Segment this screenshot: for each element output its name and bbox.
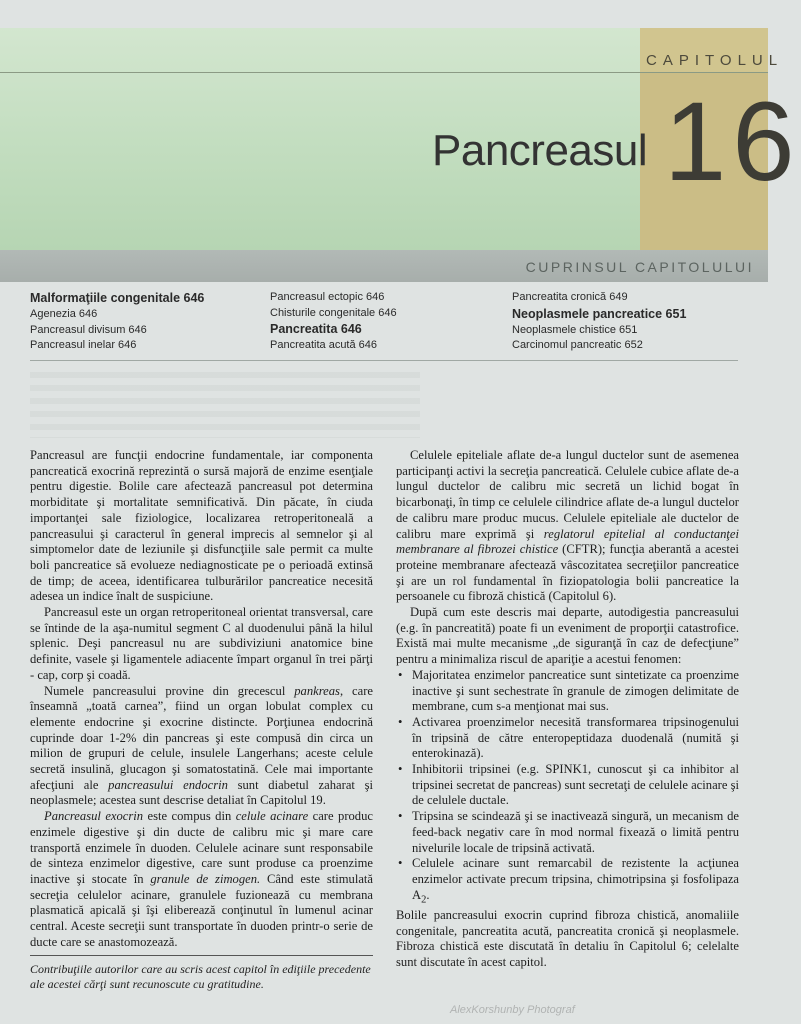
chapter-number: 16 — [664, 79, 801, 204]
watermark: AlexKorshunby Photograf — [450, 1004, 575, 1016]
toc-item[interactable]: Carcinomul pancreatic 652 — [512, 339, 643, 351]
toc-column-2 — [270, 290, 397, 354]
body-column-left — [30, 448, 373, 951]
toc-column-3 — [512, 290, 686, 354]
toc-item[interactable]: Chisturile congenitale 646 — [270, 306, 397, 319]
toc-item[interactable]: Agenezia 646 — [30, 308, 98, 320]
toc-item[interactable]: Pancreasul divisum 646 — [30, 323, 147, 336]
header-rule — [0, 72, 768, 73]
toc-item[interactable]: Pancreatita 646 — [270, 322, 362, 336]
paragraph: Numele pancreasului provine din grecescul pankreas, care înseamnă „toată carnea”, fiind un organ lobulat complex cu elemente endocrine şi exocrine distincte. Porţiunea endocrină cuprinde doar 1-2% din pancreas şi este compusă din circa un milion de grupuri de celule, insulele Langerhans; aceste celule secretă insulină, glucagon şi somatostatină. Cele mai importante afecţiuni ale pancreasului endocrin sunt diabetul zaharat şi neoplasmele; acestea sunt descrise detaliat în Capitolul 19. — [30, 683, 374, 808]
footnote: Contribuţiile autorilor care au scris acest capitol în ediţiile precedente ale acestei cărţi sunt recunoscute cu gratitudine. — [30, 962, 371, 991]
bullet-list — [396, 668, 739, 908]
toc-column-1 — [30, 290, 204, 354]
list-item: • Celulele acinare sunt remarcabil de rezistente la acţiunea enzimelor activate precum tripsina, chimotripsina şi fosfolipaza $A_2$. — [410, 856, 739, 908]
show-through-text — [30, 372, 420, 438]
paragraph: Pancreasul este un organ retroperitoneal orientat transversal, care se întinde de la aşa-numitul segment C al duodenului până la hilul splenic. Deşi pancreasul nu are subdiviziuni anatomice bine definite, vasele şi ligamentele adiacente împart organul în trei părţi - cap, corp şi coadă. — [30, 605, 373, 682]
paragraph: După cum este descris mai departe, autodigestia pancreasului (e.g. în pancreatită) poate fi un eveniment de proporţii catastrofice. Există mai multe mecanisme „de siguranţă în caz de defecţiune” pentru a minimaliza riscul de apariţie a acestui fenomen: — [396, 605, 739, 667]
toc-item[interactable]: Neoplasmele chistice 651 — [512, 323, 638, 336]
list-item: • Majoritatea enzimelor pancreatice sunt sintetizate ca proenzime inactive şi sunt sechestrate în granule de zimogen delimitate de membrane, cum s-a menţionat mai sus. — [410, 668, 739, 715]
toc-bar-title: CUPRINSUL CAPITOLULUI — [525, 259, 754, 275]
toc-item[interactable]: Malformaţiile congenitale 646 — [30, 291, 205, 305]
list-item: • Activarea proenzimelor necesită transformarea tripsinogenului în tripsină de către enteropeptidaza duodenală (numită şi enterokinază). — [410, 715, 739, 762]
chapter-label: CAPITOLUL — [646, 52, 784, 69]
toc-item[interactable]: Pancreasul ectopic 646 — [270, 291, 385, 303]
toc-separator — [30, 360, 738, 361]
chapter-title: Pancreasul — [432, 126, 648, 175]
paragraph: Celulele epiteliale aflate de-a lungul ductelor sunt de asemenea participanţi activi la secreţia pancreatică. Celulele cubice aflate de-a lungul ductelor de calibru mic secretă un lichid bogat în bicarbonaţi, în timp ce celulele cilindrice aflate de-a lungul ductelor de calibru mare produc mucus. Celulele epiteliale ale ductelor de calibru mare exprimă şi reglatorul epitelial al conductanţei membranare al fibrozei chistice (CFTR); funcţia aberantă a acestei proteine membranare afectează vâscozitatea secreţiilor pancreatice şi are un rol fundamental în fiziopatologia bolii pancreatice la persoanele cu fibroză chistică (Capitolul 6). — [396, 448, 740, 604]
paragraph: Bolile pancreasului exocrin cuprind fibroza chistică, anomaliile congenitale, pancreatita acută, pancreatita cronică şi neoplasmele. Fibroza chistică este discutată în detaliu în Capitolul 6; celelalte sunt discutate în acest capitol. — [396, 907, 739, 970]
paragraph: Pancreasul exocrin este compus din celule acinare care produc enzimele digestive şi din ducte de calibru mic şi mare care transportă enzimele în duoden. Celulele acinare sunt responsabile de sinteza enzimelor digestive, care sunt produse ca proenzime inactive şi stocate în granule de zimogen. Când este stimulată secreţia celulelor acinare, granulele fuzionează cu membrana plasmatică apicală şi îşi eliberează conţinutul în lumenul acinar central. Aceste secreţii sunt transportate în duoden printr-o serie de ducte care se anastomozează. — [30, 809, 374, 949]
toc-item[interactable]: Pancreasul inelar 646 — [30, 339, 137, 351]
paragraph: Pancreasul are funcţii endocrine fundamentale, iar componenta pancreatică exocrină reprezintă o sursă majoră de enzime esenţiale pentru digestie. Bolile care afectează pancreasul pot determina morbiditate şi mortalitate semnificativă. Din păcate, în ciuda importanţei sale fiziologice, localizarea retroperitoneală a pancreasului şi caracterul în general imprecis al semnelor şi al simptomelor date de leziunile şi disfuncţiile sale permit ca multe boli pancreatice să evolueze nediagnosticate pe o perioadă extinsă de timp; de aceea, identificarea tulburărilor pancreatice necesită adesea un indice înalt de suspiciune. — [30, 448, 373, 604]
list-item: • Tripsina se scindează şi se inactivează singură, un mecanism de feed-back negativ care în mod normal fixează o limită pentru nivelurile locale de tripsină activată. — [410, 809, 739, 856]
list-item: • Inhibitorii tripsinei (e.g. SPINK1, cunoscut şi ca inhibitor al tripsinei secretat de pancreas) sunt secretaţi de celulele acinare şi de celulele ductale. — [410, 762, 739, 809]
toc-bar — [0, 250, 768, 282]
toc-item[interactable]: Neoplasmele pancreatice 651 — [512, 306, 687, 321]
footnote-rule — [30, 955, 373, 956]
body-column-right — [396, 448, 739, 971]
toc-item[interactable]: Pancreatita acută 646 — [270, 339, 378, 351]
toc-item[interactable]: Pancreatita cronică 649 — [512, 291, 628, 303]
